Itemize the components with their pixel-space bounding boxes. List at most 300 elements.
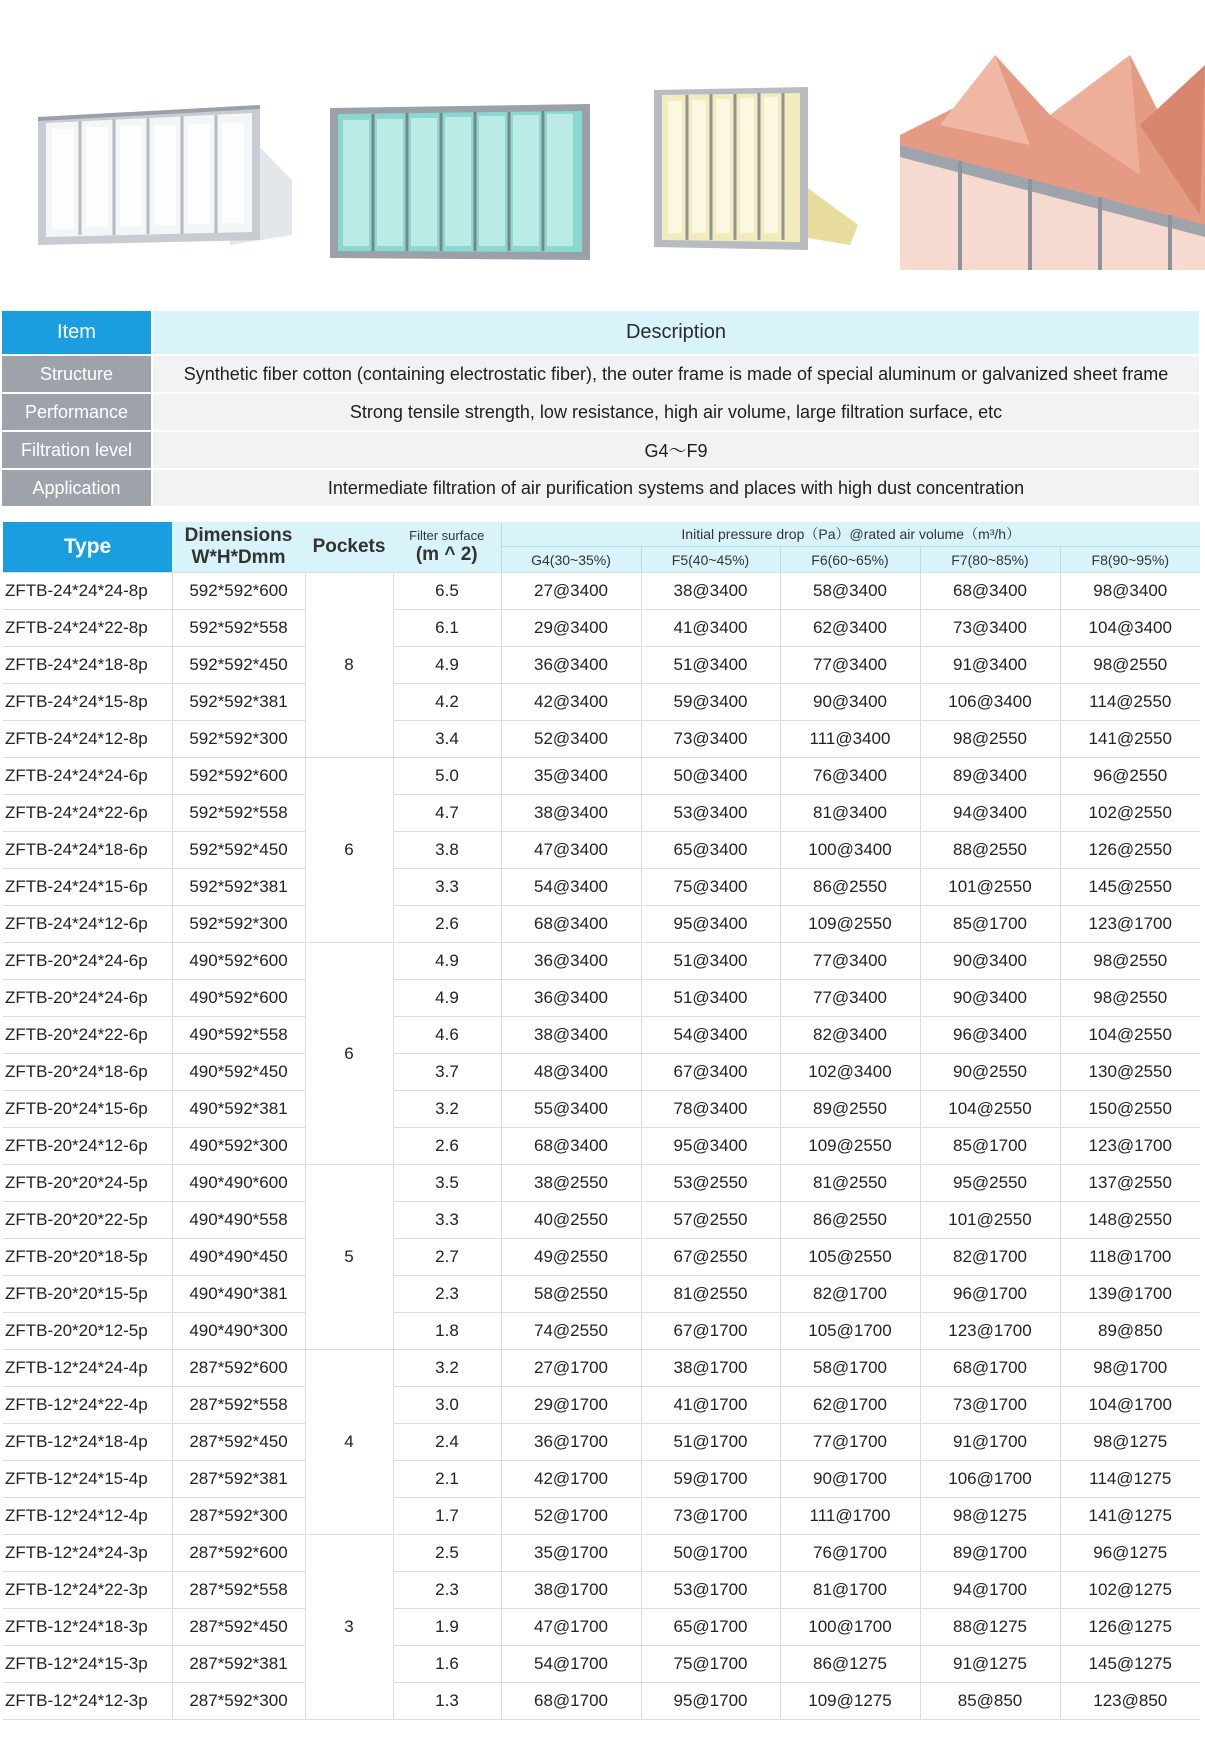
f8-cell: 96@1275 (1060, 1535, 1200, 1572)
f5-cell: 81@2550 (641, 1276, 780, 1313)
g4-cell: 54@3400 (501, 869, 641, 906)
filter-surface-cell: 1.9 (393, 1609, 501, 1646)
type-cell: ZFTB-20*24*12-6p (3, 1128, 172, 1165)
f7-cell: 90@2550 (920, 1054, 1060, 1091)
g4-cell: 36@1700 (501, 1424, 641, 1461)
dimensions-cell: 287*592*300 (172, 1498, 305, 1535)
f5-cell: 67@2550 (641, 1239, 780, 1276)
dimensions-cell: 287*592*381 (172, 1646, 305, 1683)
type-cell: ZFTB-20*24*22-6p (3, 1017, 172, 1054)
g4-cell: 74@2550 (501, 1313, 641, 1350)
f6-cell: 62@1700 (780, 1387, 920, 1424)
f7-cell: 123@1700 (920, 1313, 1060, 1350)
dimensions-cell: 490*592*558 (172, 1017, 305, 1054)
g4-cell: 49@2550 (501, 1239, 641, 1276)
type-cell: ZFTB-12*24*18-3p (3, 1609, 172, 1646)
filter-surface-cell: 3.2 (393, 1350, 501, 1387)
dimensions-cell: 592*592*600 (172, 573, 305, 610)
filter-surface-cell: 4.9 (393, 943, 501, 980)
dimensions-cell: 592*592*381 (172, 869, 305, 906)
product-photos (0, 0, 1205, 300)
yellow-bag-filter-image (650, 85, 860, 255)
dimensions-cell: 592*592*558 (172, 795, 305, 832)
type-cell: ZFTB-20*20*24-5p (3, 1165, 172, 1202)
dimensions-cell: 592*592*450 (172, 832, 305, 869)
f5-cell: 78@3400 (641, 1091, 780, 1128)
table-row (3, 684, 1200, 721)
f8-cell: 145@1275 (1060, 1646, 1200, 1683)
f8-cell: 150@2550 (1060, 1091, 1200, 1128)
dimensions-cell: 287*592*600 (172, 1535, 305, 1572)
type-cell: ZFTB-12*24*22-4p (3, 1387, 172, 1424)
f8-cell: 98@1700 (1060, 1350, 1200, 1387)
f5-cell: 95@1700 (641, 1683, 780, 1720)
f7-cell: 98@1275 (920, 1498, 1060, 1535)
type-cell: ZFTB-24*24*18-6p (3, 832, 172, 869)
table-row (3, 1461, 1200, 1498)
description-table (2, 311, 1199, 508)
f5-cell: 95@3400 (641, 906, 780, 943)
type-cell: ZFTB-20*20*18-5p (3, 1239, 172, 1276)
f6-cell: 81@2550 (780, 1165, 920, 1202)
f5-cell: 59@3400 (641, 684, 780, 721)
type-cell: ZFTB-24*24*12-8p (3, 721, 172, 758)
f7-cell: 95@2550 (920, 1165, 1060, 1202)
type-header: Type (3, 522, 172, 573)
f8-cell: 126@1275 (1060, 1609, 1200, 1646)
f8-cell: 98@1275 (1060, 1424, 1200, 1461)
g4-cell: 38@3400 (501, 1017, 641, 1054)
f6-cell: 100@3400 (780, 832, 920, 869)
f6-cell: 105@1700 (780, 1313, 920, 1350)
table-row (3, 758, 1200, 795)
f6-cell: 109@2550 (780, 906, 920, 943)
f5-cell: 54@3400 (641, 1017, 780, 1054)
g4-cell: 68@1700 (501, 1683, 641, 1720)
type-cell: ZFTB-20*20*15-5p (3, 1276, 172, 1313)
f7-cell: 106@1700 (920, 1461, 1060, 1498)
description-row (2, 355, 1199, 393)
table-row (3, 1646, 1200, 1683)
type-cell: ZFTB-20*20*12-5p (3, 1313, 172, 1350)
f6-cell: 82@1700 (780, 1276, 920, 1313)
f8-cell: 137@2550 (1060, 1165, 1200, 1202)
f7-cell: 98@2550 (920, 721, 1060, 758)
g4-cell: 38@2550 (501, 1165, 641, 1202)
filter-surface-cell: 2.3 (393, 1276, 501, 1313)
g4-cell: 47@1700 (501, 1609, 641, 1646)
g4-cell: 36@3400 (501, 980, 641, 1017)
type-cell: ZFTB-12*24*15-4p (3, 1461, 172, 1498)
grade-f8-header: F8(90~95%) (1060, 547, 1200, 573)
f7-cell: 82@1700 (920, 1239, 1060, 1276)
dimensions-header (172, 522, 305, 573)
performance-value: Strong tensile strength, low resistance, high air volume, large filtration surface, etc (152, 393, 1199, 431)
f8-cell: 96@2550 (1060, 758, 1200, 795)
g4-cell: 40@2550 (501, 1202, 641, 1239)
filter-surface-cell: 2.4 (393, 1424, 501, 1461)
filter-surface-cell: 3.8 (393, 832, 501, 869)
g4-cell: 58@2550 (501, 1276, 641, 1313)
f5-cell: 67@1700 (641, 1313, 780, 1350)
filter-surface-cell: 1.7 (393, 1498, 501, 1535)
g4-cell: 36@3400 (501, 943, 641, 980)
grade-f7-header: F7(80~85%) (920, 547, 1060, 573)
item-header: Item (2, 311, 152, 355)
table-row (3, 1313, 1200, 1350)
f6-cell: 77@1700 (780, 1424, 920, 1461)
structure-value: Synthetic fiber cotton (containing electrostatic fiber), the outer frame is made of special aluminum or galvanized sheet frame (152, 355, 1199, 393)
f5-cell: 65@3400 (641, 832, 780, 869)
dimensions-cell: 490*592*300 (172, 1128, 305, 1165)
f5-cell: 51@3400 (641, 647, 780, 684)
f5-cell: 73@1700 (641, 1498, 780, 1535)
application-label: Application (2, 469, 152, 507)
f6-cell: 100@1700 (780, 1609, 920, 1646)
dimensions-cell: 592*592*600 (172, 758, 305, 795)
table-row (3, 1683, 1200, 1720)
f8-cell: 123@850 (1060, 1683, 1200, 1720)
dimensions-cell: 287*592*450 (172, 1609, 305, 1646)
filter-surface-cell: 2.7 (393, 1239, 501, 1276)
f5-cell: 67@3400 (641, 1054, 780, 1091)
g4-cell: 29@1700 (501, 1387, 641, 1424)
table-row (3, 1350, 1200, 1387)
f7-cell: 68@3400 (920, 573, 1060, 610)
f8-cell: 104@2550 (1060, 1017, 1200, 1054)
g4-cell: 54@1700 (501, 1646, 641, 1683)
f6-cell: 90@1700 (780, 1461, 920, 1498)
f7-cell: 101@2550 (920, 869, 1060, 906)
f5-cell: 75@3400 (641, 869, 780, 906)
pink-bag-filter-image (900, 55, 1205, 270)
dimensions-cell: 592*592*300 (172, 721, 305, 758)
filter-surface-cell: 4.2 (393, 684, 501, 721)
f6-cell: 90@3400 (780, 684, 920, 721)
f5-cell: 51@3400 (641, 980, 780, 1017)
f5-cell: 50@1700 (641, 1535, 780, 1572)
filter-surface-header-line1: Filter surface (409, 528, 485, 543)
filter-surface-cell: 3.2 (393, 1091, 501, 1128)
filter-surface-cell: 6.5 (393, 573, 501, 610)
table-row (3, 1054, 1200, 1091)
f8-cell: 98@2550 (1060, 647, 1200, 684)
filter-surface-cell: 4.9 (393, 980, 501, 1017)
f6-cell: 62@3400 (780, 610, 920, 647)
f5-cell: 41@3400 (641, 610, 780, 647)
f7-cell: 73@3400 (920, 610, 1060, 647)
type-cell: ZFTB-24*24*22-6p (3, 795, 172, 832)
table-row (3, 1239, 1200, 1276)
pressure-drop-header: Initial pressure drop（Pa）@rated air volume（m³/h） (501, 522, 1200, 547)
table-row (3, 1572, 1200, 1609)
g4-cell: 55@3400 (501, 1091, 641, 1128)
g4-cell: 38@3400 (501, 795, 641, 832)
f5-cell: 53@2550 (641, 1165, 780, 1202)
f6-cell: 86@2550 (780, 869, 920, 906)
f7-cell: 91@1275 (920, 1646, 1060, 1683)
filter-surface-cell: 3.7 (393, 1054, 501, 1091)
f8-cell: 141@1275 (1060, 1498, 1200, 1535)
f7-cell: 106@3400 (920, 684, 1060, 721)
filter-surface-cell: 2.3 (393, 1572, 501, 1609)
type-cell: ZFTB-12*24*24-3p (3, 1535, 172, 1572)
dimensions-header-line2: W*H*Dmm (191, 547, 286, 568)
dimensions-cell: 287*592*450 (172, 1424, 305, 1461)
type-cell: ZFTB-24*24*24-6p (3, 758, 172, 795)
f5-cell: 59@1700 (641, 1461, 780, 1498)
dimensions-header-line1: Dimensions (184, 525, 293, 546)
dimensions-cell: 490*490*450 (172, 1239, 305, 1276)
dimensions-cell: 287*592*300 (172, 1683, 305, 1720)
f6-cell: 86@1275 (780, 1646, 920, 1683)
dimensions-cell: 490*592*381 (172, 1091, 305, 1128)
g4-cell: 48@3400 (501, 1054, 641, 1091)
type-cell: ZFTB-24*24*24-8p (3, 573, 172, 610)
table-row (3, 610, 1200, 647)
type-cell: ZFTB-12*24*18-4p (3, 1424, 172, 1461)
dimensions-cell: 287*592*600 (172, 1350, 305, 1387)
g4-cell: 38@1700 (501, 1572, 641, 1609)
f8-cell: 118@1700 (1060, 1239, 1200, 1276)
filtration-level-label: Filtration level (2, 431, 152, 469)
filter-surface-cell: 1.3 (393, 1683, 501, 1720)
f8-cell: 98@2550 (1060, 980, 1200, 1017)
filter-surface-cell: 2.6 (393, 906, 501, 943)
filter-surface-cell: 3.3 (393, 1202, 501, 1239)
g4-cell: 35@1700 (501, 1535, 641, 1572)
table-row (3, 1017, 1200, 1054)
f6-cell: 77@3400 (780, 943, 920, 980)
dimensions-cell: 287*592*381 (172, 1461, 305, 1498)
pockets-cell: 5 (305, 1165, 393, 1350)
filter-surface-cell: 3.3 (393, 869, 501, 906)
type-cell: ZFTB-20*20*22-5p (3, 1202, 172, 1239)
filter-surface-cell: 5.0 (393, 758, 501, 795)
green-bag-filter-image (325, 100, 595, 265)
f7-cell: 91@3400 (920, 647, 1060, 684)
g4-cell: 68@3400 (501, 1128, 641, 1165)
f8-cell: 114@1275 (1060, 1461, 1200, 1498)
filter-surface-cell: 2.1 (393, 1461, 501, 1498)
table-row (3, 943, 1200, 980)
pockets-cell: 6 (305, 943, 393, 1165)
f5-cell: 95@3400 (641, 1128, 780, 1165)
f6-cell: 58@1700 (780, 1350, 920, 1387)
f8-cell: 104@1700 (1060, 1387, 1200, 1424)
table-row (3, 1535, 1200, 1572)
description-row (2, 469, 1199, 507)
f7-cell: 88@2550 (920, 832, 1060, 869)
f6-cell: 109@1275 (780, 1683, 920, 1720)
g4-cell: 29@3400 (501, 610, 641, 647)
f6-cell: 77@3400 (780, 980, 920, 1017)
type-cell: ZFTB-20*24*24-6p (3, 943, 172, 980)
dimensions-cell: 592*592*558 (172, 610, 305, 647)
type-cell: ZFTB-12*24*12-4p (3, 1498, 172, 1535)
f5-cell: 51@1700 (641, 1424, 780, 1461)
type-cell: ZFTB-24*24*18-8p (3, 647, 172, 684)
f6-cell: 82@3400 (780, 1017, 920, 1054)
dimensions-cell: 490*490*558 (172, 1202, 305, 1239)
type-cell: ZFTB-12*24*24-4p (3, 1350, 172, 1387)
f7-cell: 89@1700 (920, 1535, 1060, 1572)
f7-cell: 91@1700 (920, 1424, 1060, 1461)
filter-surface-cell: 1.6 (393, 1646, 501, 1683)
f8-cell: 130@2550 (1060, 1054, 1200, 1091)
f7-cell: 89@3400 (920, 758, 1060, 795)
table-row (3, 1276, 1200, 1313)
g4-cell: 35@3400 (501, 758, 641, 795)
dimensions-cell: 592*592*381 (172, 684, 305, 721)
dimensions-cell: 287*592*558 (172, 1572, 305, 1609)
dimensions-cell: 490*592*600 (172, 980, 305, 1017)
filter-surface-cell: 3.0 (393, 1387, 501, 1424)
f7-cell: 73@1700 (920, 1387, 1060, 1424)
spec-table-body (3, 573, 1200, 1720)
f6-cell: 81@1700 (780, 1572, 920, 1609)
g4-cell: 42@3400 (501, 684, 641, 721)
filter-surface-cell: 4.7 (393, 795, 501, 832)
type-cell: ZFTB-24*24*15-6p (3, 869, 172, 906)
f8-cell: 114@2550 (1060, 684, 1200, 721)
table-row (3, 1387, 1200, 1424)
f5-cell: 75@1700 (641, 1646, 780, 1683)
filter-surface-cell: 3.5 (393, 1165, 501, 1202)
table-row (3, 1424, 1200, 1461)
f7-cell: 68@1700 (920, 1350, 1060, 1387)
pockets-header: Pockets (305, 522, 393, 573)
g4-cell: 27@1700 (501, 1350, 641, 1387)
f5-cell: 53@3400 (641, 795, 780, 832)
spec-table (3, 522, 1200, 1720)
filter-surface-cell: 3.4 (393, 721, 501, 758)
dimensions-cell: 490*592*450 (172, 1054, 305, 1091)
type-cell: ZFTB-20*24*24-6p (3, 980, 172, 1017)
filter-surface-cell: 4.9 (393, 647, 501, 684)
f6-cell: 109@2550 (780, 1128, 920, 1165)
description-row (2, 393, 1199, 431)
grade-f6-header: F6(60~65%) (780, 547, 920, 573)
f8-cell: 104@3400 (1060, 610, 1200, 647)
description-header-row (2, 311, 1199, 355)
f7-cell: 94@1700 (920, 1572, 1060, 1609)
f8-cell: 102@1275 (1060, 1572, 1200, 1609)
f7-cell: 88@1275 (920, 1609, 1060, 1646)
f6-cell: 89@2550 (780, 1091, 920, 1128)
table-row (3, 1202, 1200, 1239)
table-row (3, 1498, 1200, 1535)
type-cell: ZFTB-20*24*15-6p (3, 1091, 172, 1128)
f8-cell: 89@850 (1060, 1313, 1200, 1350)
f7-cell: 104@2550 (920, 1091, 1060, 1128)
pockets-cell: 8 (305, 573, 393, 758)
f8-cell: 148@2550 (1060, 1202, 1200, 1239)
structure-label: Structure (2, 355, 152, 393)
filter-surface-header-line2: (m ^ 2) (415, 544, 478, 565)
filtration-level-value: G4～F9 (152, 431, 1199, 469)
description-row (2, 431, 1199, 469)
type-cell: ZFTB-24*24*12-6p (3, 906, 172, 943)
f6-cell: 105@2550 (780, 1239, 920, 1276)
f6-cell: 77@3400 (780, 647, 920, 684)
g4-cell: 68@3400 (501, 906, 641, 943)
f6-cell: 102@3400 (780, 1054, 920, 1091)
description-header: Description (152, 311, 1199, 355)
pockets-cell: 3 (305, 1535, 393, 1720)
f5-cell: 51@3400 (641, 943, 780, 980)
dimensions-cell: 490*490*300 (172, 1313, 305, 1350)
f6-cell: 76@3400 (780, 758, 920, 795)
g4-cell: 52@1700 (501, 1498, 641, 1535)
f8-cell: 126@2550 (1060, 832, 1200, 869)
f7-cell: 94@3400 (920, 795, 1060, 832)
g4-cell: 36@3400 (501, 647, 641, 684)
g4-cell: 52@3400 (501, 721, 641, 758)
f8-cell: 139@1700 (1060, 1276, 1200, 1313)
g4-cell: 27@3400 (501, 573, 641, 610)
f8-cell: 123@1700 (1060, 906, 1200, 943)
f7-cell: 90@3400 (920, 980, 1060, 1017)
f8-cell: 98@2550 (1060, 943, 1200, 980)
f5-cell: 38@3400 (641, 573, 780, 610)
table-row (3, 1128, 1200, 1165)
table-row (3, 980, 1200, 1017)
f6-cell: 58@3400 (780, 573, 920, 610)
f8-cell: 145@2550 (1060, 869, 1200, 906)
f7-cell: 101@2550 (920, 1202, 1060, 1239)
filter-surface-cell: 1.8 (393, 1313, 501, 1350)
f6-cell: 111@3400 (780, 721, 920, 758)
table-row (3, 906, 1200, 943)
f7-cell: 85@1700 (920, 906, 1060, 943)
f5-cell: 57@2550 (641, 1202, 780, 1239)
type-cell: ZFTB-24*24*15-8p (3, 684, 172, 721)
f5-cell: 65@1700 (641, 1609, 780, 1646)
table-row (3, 832, 1200, 869)
f8-cell: 102@2550 (1060, 795, 1200, 832)
f7-cell: 90@3400 (920, 943, 1060, 980)
f7-cell: 85@850 (920, 1683, 1060, 1720)
filter-surface-cell: 2.5 (393, 1535, 501, 1572)
table-row (3, 1609, 1200, 1646)
table-row (3, 869, 1200, 906)
performance-label: Performance (2, 393, 152, 431)
f5-cell: 41@1700 (641, 1387, 780, 1424)
white-bag-filter-image (30, 95, 300, 245)
f5-cell: 38@1700 (641, 1350, 780, 1387)
f7-cell: 96@1700 (920, 1276, 1060, 1313)
table-row (3, 647, 1200, 684)
filter-surface-cell: 2.6 (393, 1128, 501, 1165)
dimensions-cell: 287*592*558 (172, 1387, 305, 1424)
dimensions-cell: 592*592*300 (172, 906, 305, 943)
f5-cell: 73@3400 (641, 721, 780, 758)
g4-cell: 47@3400 (501, 832, 641, 869)
g4-cell: 42@1700 (501, 1461, 641, 1498)
table-row (3, 1091, 1200, 1128)
dimensions-cell: 592*592*450 (172, 647, 305, 684)
type-cell: ZFTB-12*24*12-3p (3, 1683, 172, 1720)
grade-g4-header: G4(30~35%) (501, 547, 641, 573)
f8-cell: 141@2550 (1060, 721, 1200, 758)
table-row (3, 795, 1200, 832)
type-cell: ZFTB-12*24*22-3p (3, 1572, 172, 1609)
pockets-cell: 6 (305, 758, 393, 943)
filter-surface-cell: 4.6 (393, 1017, 501, 1054)
pockets-cell: 4 (305, 1350, 393, 1535)
type-cell: ZFTB-20*24*18-6p (3, 1054, 172, 1091)
